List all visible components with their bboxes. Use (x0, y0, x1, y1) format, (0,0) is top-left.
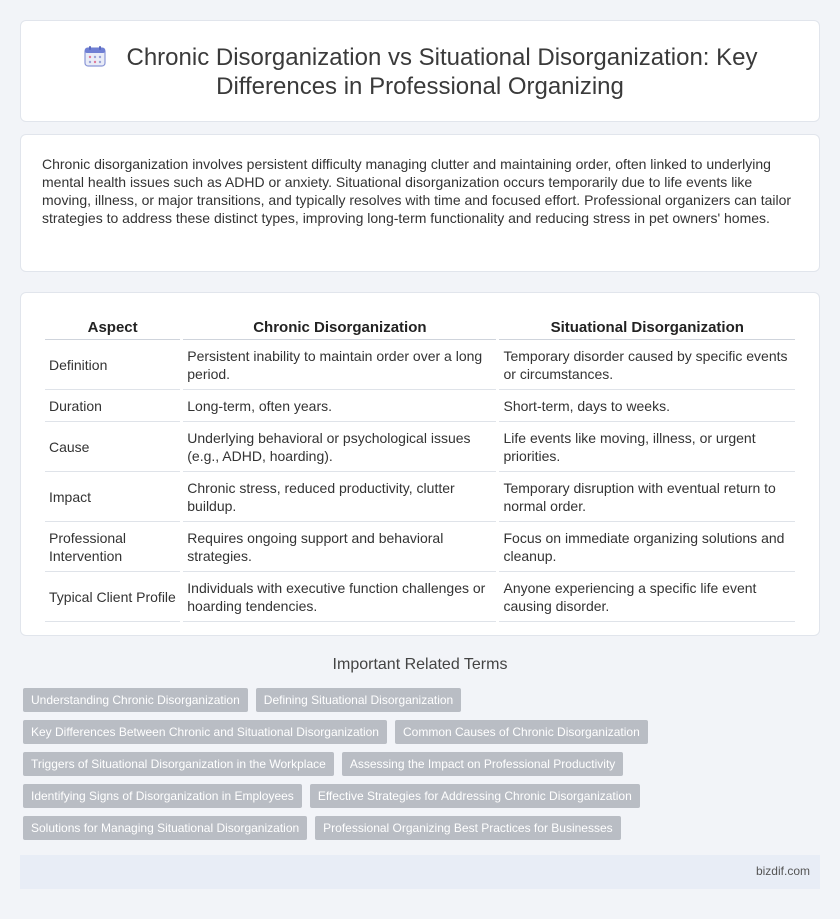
related-term-tag[interactable]: Understanding Chronic Disorganization (23, 688, 248, 712)
header-chronic: Chronic Disorganization (183, 315, 496, 340)
cell-chronic: Chronic stress, reduced productivity, clutter buildup. (183, 472, 496, 522)
cell-chronic: Requires ongoing support and behavioral strategies. (183, 522, 496, 572)
cell-aspect: Impact (45, 472, 180, 522)
cell-aspect: Definition (45, 340, 180, 390)
cell-aspect: Duration (45, 390, 180, 422)
page-title-line2: Differences in Professional Organizing (216, 73, 624, 100)
table-row (45, 522, 795, 572)
related-terms-title: Important Related Terms (332, 656, 508, 673)
page-title (21, 43, 819, 72)
cell-aspect: Professional Intervention (45, 522, 180, 572)
cell-aspect: Typical Client Profile (45, 572, 180, 622)
calendar-icon (83, 44, 107, 68)
footer-site-link[interactable]: bizdif.com (755, 864, 810, 878)
cell-chronic: Underlying behavioral or psychological issues (e.g., ADHD, hoarding). (183, 422, 496, 472)
table-row (45, 572, 795, 622)
related-terms-list (23, 688, 663, 840)
table-row (45, 390, 795, 422)
footer-bar (20, 855, 820, 889)
comparison-table (42, 315, 798, 622)
related-term-tag[interactable]: Identifying Signs of Disorganization in Employees (23, 784, 302, 808)
related-term-tag[interactable]: Triggers of Situational Disorganization in the Workplace (23, 752, 334, 776)
related-term-tag[interactable]: Assessing the Impact on Professional Productivity (342, 752, 623, 776)
page-title-block (21, 43, 819, 101)
related-term-tag[interactable]: Effective Strategies for Addressing Chronic Disorganization (310, 784, 640, 808)
cell-situational: Short-term, days to weeks. (499, 390, 795, 422)
header-situational: Situational Disorganization (499, 315, 795, 340)
cell-chronic: Individuals with executive function challenges or hoarding tendencies. (183, 572, 496, 622)
table-row (45, 422, 795, 472)
related-term-tag[interactable]: Defining Situational Disorganization (256, 688, 461, 712)
intro-paragraph: Chronic disorganization involves persistent difficulty managing clutter and maintaining order, often linked to underlying mental health issues such as ADHD or anxiety. Situational disorganization occurs temporarily due to life events like moving, illness, or major transitions, and typically resolves with time and focused effort. Professional organizers can tailor strategies to address these distinct types, improving long-term functionality and reducing stress in pet owners' homes. (42, 156, 792, 226)
cell-situational: Temporary disruption with eventual return to normal order. (499, 472, 795, 522)
related-term-tag[interactable]: Professional Organizing Best Practices for Businesses (315, 816, 620, 840)
title-card (20, 20, 820, 122)
comparison-card (20, 292, 820, 636)
cell-situational: Life events like moving, illness, or urgent priorities. (499, 422, 795, 472)
cell-chronic: Long-term, often years. (183, 390, 496, 422)
cell-situational: Anyone experiencing a specific life event causing disorder. (499, 572, 795, 622)
cell-situational: Focus on immediate organizing solutions and cleanup. (499, 522, 795, 572)
cell-situational: Temporary disorder caused by specific events or circumstances. (499, 340, 795, 390)
cell-chronic: Persistent inability to maintain order over a long period. (183, 340, 496, 390)
page-title-line1: Chronic Disorganization vs Situational Disorganization: Key (126, 44, 758, 71)
related-term-tag[interactable]: Key Differences Between Chronic and Situational Disorganization (23, 720, 387, 744)
cell-aspect: Cause (45, 422, 180, 472)
table-row (45, 472, 795, 522)
related-term-tag[interactable]: Common Causes of Chronic Disorganization (395, 720, 648, 744)
intro-card (20, 134, 820, 272)
header-aspect: Aspect (45, 315, 180, 340)
table-row (45, 340, 795, 390)
table-header-row (45, 315, 795, 340)
related-term-tag[interactable]: Solutions for Managing Situational Disorganization (23, 816, 307, 840)
